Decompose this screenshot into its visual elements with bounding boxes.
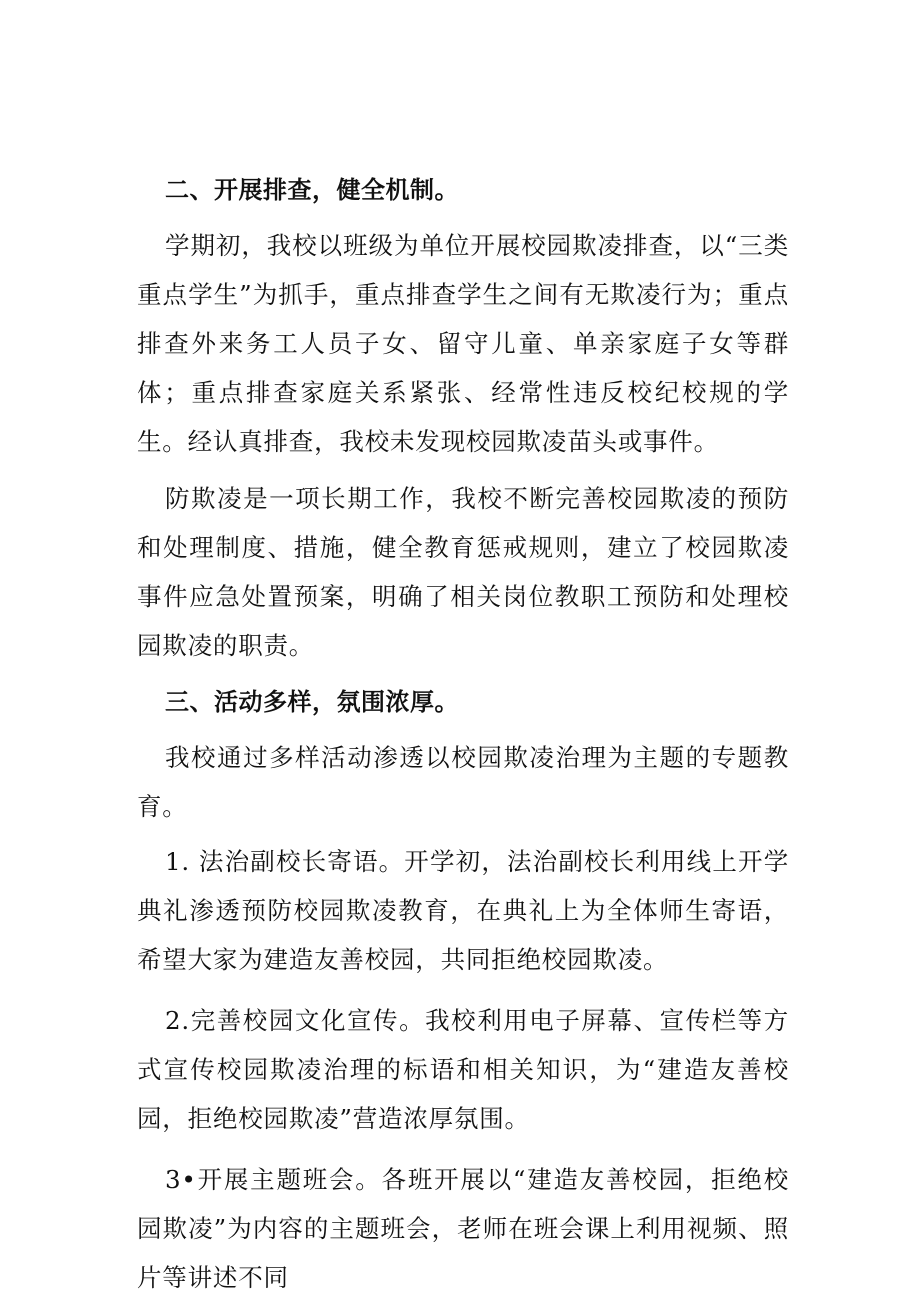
list-item-3: 3•开展主题班会。各班开展以“建造友善校园，拒绝校园欺凌”为内容的主题班会，老师在班会课上利用视频、照片等讲述不同 [137, 1165, 789, 1292]
section-2-paragraph-2: 防欺凌是一项长期工作，我校不断完善校园欺凌的预防和处理制度、措施，健全教育惩戒规则，建立了校园欺凌事件应急处置预案，明确了相关岗位教职工预防和处理校园欺凌的职责。 [137, 484, 789, 660]
list-item-2: 2.完善校园文化宣传。我校利用电子屏幕、宣传栏等方式宣传校园欺凌治理的标语和相关知识，为“建造友善校园，拒绝校园欺凌”营造浓厚氛围。 [137, 1006, 789, 1133]
section-2-paragraph-1: 学期初，我校以班级为单位开展校园欺凌排查，以“三类重点学生”为抓手，重点排查学生之间有无欺凌行为；重点排查外来务工人员子女、留守儿童、单亲家庭子女等群体；重点排查家庭关系紧张、经常性违反校纪校规的学生。经认真排查，我校未发现校园欺凌苗头或事件。 [137, 231, 789, 456]
list-item-1: 1. 法治副校长寄语。开学初，法治副校长利用线上开学典礼渗透预防校园欺凌教育，在典礼上为全体师生寄语，希望大家为建造友善校园，共同拒绝校园欺凌。 [137, 847, 789, 974]
section-3-intro: 我校通过多样活动渗透以校园欺凌治理为主题的专题教育。 [137, 743, 789, 821]
section-3-heading: 三、活动多样，氛围浓厚。 [165, 688, 459, 716]
document-body [137, 166, 789, 1302]
section-2-heading: 二、开展排查，健全机制。 [165, 176, 459, 204]
